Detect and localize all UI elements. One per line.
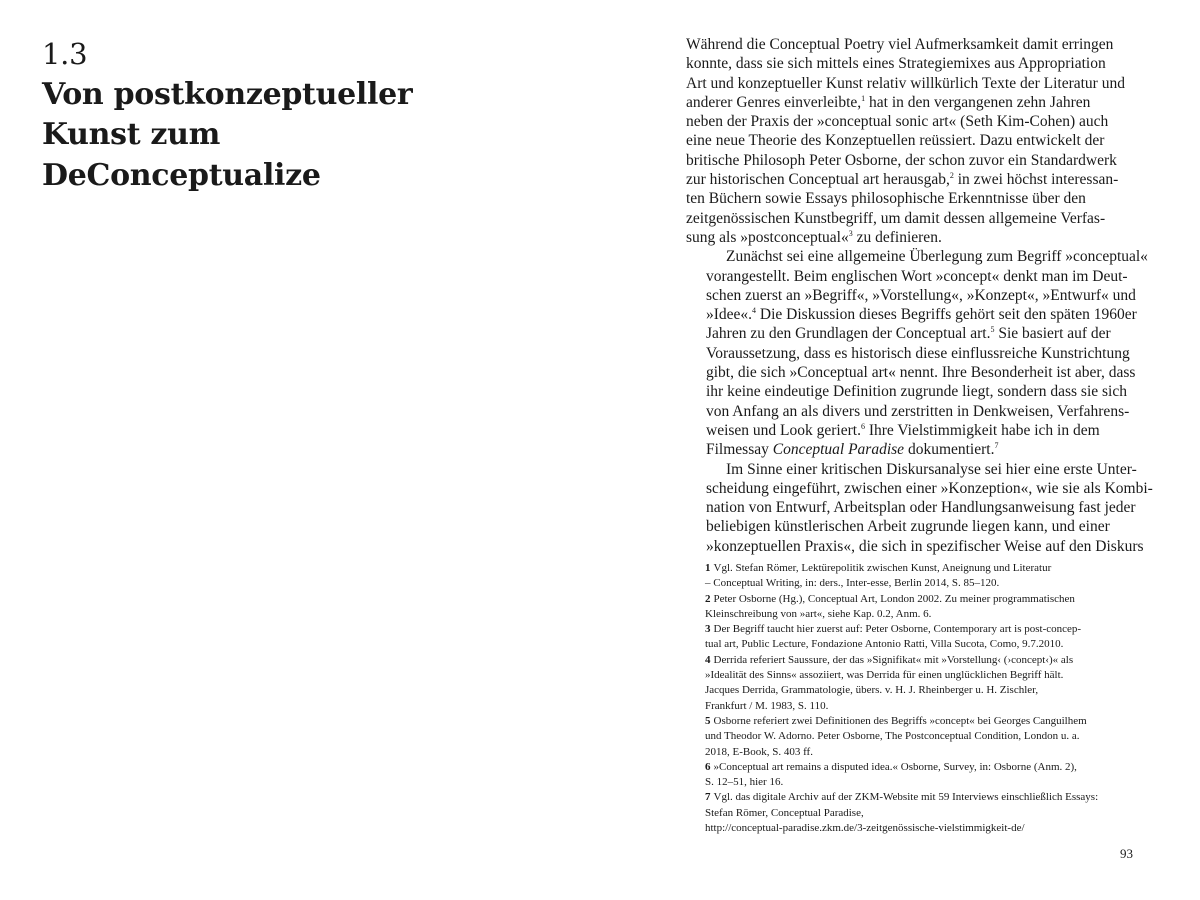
- chapter-title-line: DeConceptualize: [42, 157, 321, 193]
- text-line: Art und konzeptueller Kunst relativ willkürlich Texte der Literatur und: [686, 74, 1125, 92]
- text-line: britische Philosoph Peter Osborne, der schon zuvor ein Standardwerk: [686, 151, 1117, 169]
- text-line: schen zuerst an »Begriff«, »Vorstellung«, »Konzept«, »Entwurf« und: [706, 286, 1136, 304]
- footnote-ref[interactable]: 4: [752, 306, 757, 316]
- text-line: eine neue Theorie des Konzeptuellen reüssiert. Dazu entwickelt der: [686, 132, 1105, 150]
- text-line: Zunächst sei eine allgemeine Überlegung zum Begriff »conceptual«: [726, 248, 1148, 266]
- footnote-ref[interactable]: 3: [848, 228, 853, 238]
- footnote-number: 4: [705, 653, 711, 666]
- text-line: Jahren zu den Grundlagen der Conceptual art.$^5$ Sie basiert auf der: [706, 325, 1111, 343]
- footnote-ref[interactable]: 1: [861, 93, 866, 103]
- text-line: scheidung eingeführt, zwischen einer »Konzeption«, wie sie als Kombi-: [706, 479, 1153, 497]
- footnote-number: 2: [705, 592, 711, 605]
- footnote-ref[interactable]: 7: [994, 441, 999, 451]
- body-text: [686, 35, 1153, 556]
- text-line: sung als »postconceptual«$^3$ zu definieren.: [686, 228, 942, 246]
- film-title: Conceptual Paradise: [772, 441, 905, 459]
- footnote-ref[interactable]: 2: [949, 171, 954, 181]
- chapter-title-line: Kunst zum: [42, 117, 221, 152]
- text-line: ten Büchern sowie Essays philosophische Erkenntnisse über den: [686, 190, 1086, 208]
- text-line: Im Sinne einer kritischen Diskursanalyse sei hier eine erste Unter-: [726, 460, 1137, 478]
- footnote: 3 Der Begriff taucht hier zuerst auf: Peter Osborne, Contemporary art is post-concep- tual art, Public Lecture, Fondazione Antonio Ratti, Villa Sucota, Como, 9.7.2010.: [705, 623, 1082, 651]
- paragraph-1: [686, 35, 1148, 247]
- footnote: 5 Osborne referiert zwei Definitionen des Begriffs »concept« bei Georges Canguilhem und Theodor W. Adorno. Peter Osborne, The Postconceptual Condition, London u. a. 2018, E-Book, S. 403 ff.: [705, 714, 1087, 758]
- text-line: vorangestellt. Beim englischen Wort »concept« denkt man im Deut-: [706, 267, 1128, 285]
- text-line: »konzeptuellen Praxis«, die sich in spezifischer Weise auf den Diskurs: [706, 537, 1144, 555]
- text-line: »Idee«.$^4$ Die Diskussion dieses Begriffs gehört seit den späten 1960er: [706, 306, 1137, 324]
- text-line: neben der Praxis der »conceptual sonic art« (Seth Kim-Cohen) auch: [686, 113, 1109, 131]
- paragraph-2: [686, 247, 1148, 459]
- footnote-ref[interactable]: 5: [990, 325, 995, 335]
- footnote-number: 6: [705, 760, 711, 773]
- text-line: Filmessay Conceptual Paradise dokumentiert.$^7$: [706, 441, 999, 459]
- text-line: nation von Entwurf, Arbeitsplan oder Handlungsanweisung fast jeder: [706, 499, 1136, 517]
- text-line: beliebigen künstlerischen Arbeit zugrunde liegen kann, und einer: [706, 518, 1110, 536]
- footnote-ref[interactable]: 6: [860, 421, 865, 431]
- footnotes: [705, 561, 1150, 836]
- footnote-number: 1: [705, 562, 711, 574]
- chapter-heading: [42, 34, 482, 196]
- text-line: zeitgenössischen Kunstbegriff, um damit dessen allgemeine Verfas-: [686, 209, 1106, 227]
- footnote: 4 Derrida referiert Saussure, der das »Signifikat« mit »Vorstellung‹ (›concept‹)« als »Idealität des Sinns« assoziiert, was Derrida für einen unglücklichen Begriff hält. Jacques Derrida, Grammatologie, übers. v. H. J. Rheinberger u. H. Zischler, Frankfurt / M. 1983, S. 110.: [705, 653, 1074, 712]
- text-line: Während die Conceptual Poetry viel Aufmerksamkeit damit erringen: [686, 36, 1114, 53]
- footnote-link[interactable]: http://conceptual-paradise.zkm.de/3-zeitgenössische-vielstimmigkeit-de/: [705, 822, 1025, 835]
- footnote: 2 Peter Osborne (Hg.), Conceptual Art, London 2002. Zu meiner programmatischen Kleinschreibung von »art«, siehe Kap. 0.2, Anm. 6.: [705, 592, 1075, 620]
- page-number: 93: [1120, 846, 1133, 861]
- paragraph-3: [686, 460, 1153, 556]
- footnote-number: 3: [705, 623, 711, 636]
- text-line: von Anfang an als divers und zerstritten in Denkweisen, Verfahrens-: [706, 402, 1130, 420]
- text-line: weisen und Look geriert.$^6$ Ihre Vielstimmigkeit habe ich in dem: [706, 421, 1100, 439]
- footnote-number: 7: [705, 791, 711, 804]
- text-line: ihr keine eindeutige Definition zugrunde liegt, sondern dass sie sich: [706, 383, 1127, 401]
- text-line: anderer Genres einverleibte,$^1$ hat in den vergangenen zehn Jahren: [686, 93, 1091, 111]
- footnote: 7 Vgl. das digitale Archiv auf der ZKM-Website mit 59 Interviews einschließlich Essays: Stefan Römer, Conceptual Paradise, http://conceptual-paradise.zkm.de/3-zeitgenössische-vielstimmigkeit-de/: [705, 790, 1150, 836]
- text-line: konnte, dass sie sich mittels eines Strategiemixes aus Appropriation: [686, 55, 1106, 73]
- text-line: gibt, die sich »Conceptual art« nennt. Ihre Besonderheit ist aber, dass: [706, 364, 1136, 382]
- text-line: Voraussetzung, dass es historisch diese einflussreiche Kunstrichtung: [706, 344, 1130, 362]
- text-line: zur historischen Conceptual art herausgab,$^2$ in zwei höchst interessan-: [686, 171, 1119, 189]
- footnote: 6 »Conceptual art remains a disputed idea.« Osborne, Survey, in: Osborne (Anm. 2), S. 12–51, hier 16.: [705, 760, 1077, 789]
- chapter-number: 1.3: [42, 37, 88, 71]
- footnote-number: 5: [705, 714, 711, 727]
- chapter-title-line: Von postkonzeptueller: [42, 76, 413, 112]
- footnote: 1 Vgl. Stefan Römer, Lektürepolitik zwischen Kunst, Aneignung und Literatur – Conceptual Writing, in: ders., Inter-esse, Berlin 2014, S. 85–120.: [705, 562, 1052, 590]
